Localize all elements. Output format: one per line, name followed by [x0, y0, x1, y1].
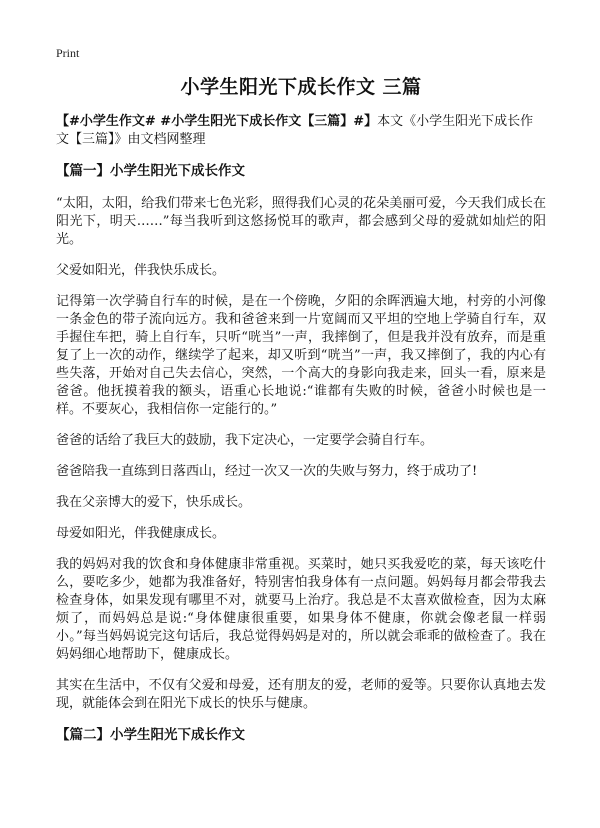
document-title: 小学生阳光下成长作文 三篇	[180, 76, 422, 98]
paragraph: 爸爸的话给了我巨大的鼓励，我下定决心，一定要学会骑自行车。	[56, 433, 434, 448]
paragraph: 记得第一次学骑自行车的时候，是在一个傍晚，夕阳的余晖洒遍大地，村旁的小河像一条金色的带子流向远方。我和爸爸来到一片宽阔而又平坦的空地上学骑自行车，双手握住车把，骑上自行车，只听“咣当”一声，我摔倒了，但是我并没有放弃，而是重复了上一次的动作，继续学了起来，却又听到“咣当”一声，我又摔倒了，我的内心有些失落，开始对自己失去信心，突然，一个高大的身影向我走来，回头一看，原来是爸爸。他抚摸着我的额头，语重心长地说:“谁都有失败的时候，爸爸小时候也是一样。不要灰心，我相信你一定能行的。”	[56, 294, 546, 417]
paragraph: 我的妈妈对我的饮食和身体健康非常重视。买菜时，她只买我爱吃的菜，每天该吃什么，要吃多少，她都为我准备好，特别害怕我身体有一点问题。妈妈每月都会带我去检查身体，如果发现有哪里不对，就要马上治疗。我总是不太喜欢做检查，因为太麻烦了，而妈妈总是说:“身体健康很重要，如果身体不健康，你就会像老鼠一样弱小。”每当妈妈说完这句话后，我总觉得妈妈是对的，所以就会乖乖的做检查了。我在妈妈细心地帮助下，健康成长。	[56, 557, 546, 662]
paragraph: “太阳，太阳，给我们带来七色光彩，照得我们心灵的花朵美丽可爱，今天我们成长在阳光下，明天……”每当我听到这悠扬悦耳的歌声，都会感到父母的爱就如灿烂的阳光。	[56, 196, 546, 247]
section-2-heading: 【篇二】小学生阳光下成长作文	[56, 727, 245, 743]
paragraph: 母爱如阳光，伴我健康成长。	[56, 526, 226, 541]
paragraph: 父爱如阳光，伴我快乐成长。	[56, 263, 226, 278]
paragraph: 爸爸陪我一直练到日落西山，经过一次又一次的失败与努力，终于成功了!	[56, 464, 478, 479]
print-label: Print	[56, 46, 80, 60]
intro-paragraph	[56, 113, 546, 149]
paragraph: 其实在生活中，不仅有父爱和母爱，还有朋友的爱，老师的爱等。只要你认真地去发现，就能体会到在阳光下成长的快乐与健康。	[56, 678, 546, 711]
paragraph: 我在父亲博大的爱下，快乐成长。	[56, 495, 252, 510]
intro-tags: 【#小学生作文# #小学生阳光下成长作文【三篇】#】	[56, 114, 378, 129]
section-1-heading: 【篇一】小学生阳光下成长作文	[56, 163, 245, 179]
intro-text: 本文《小学生阳光下成长作文【三篇】》由文档网整理	[56, 114, 534, 147]
